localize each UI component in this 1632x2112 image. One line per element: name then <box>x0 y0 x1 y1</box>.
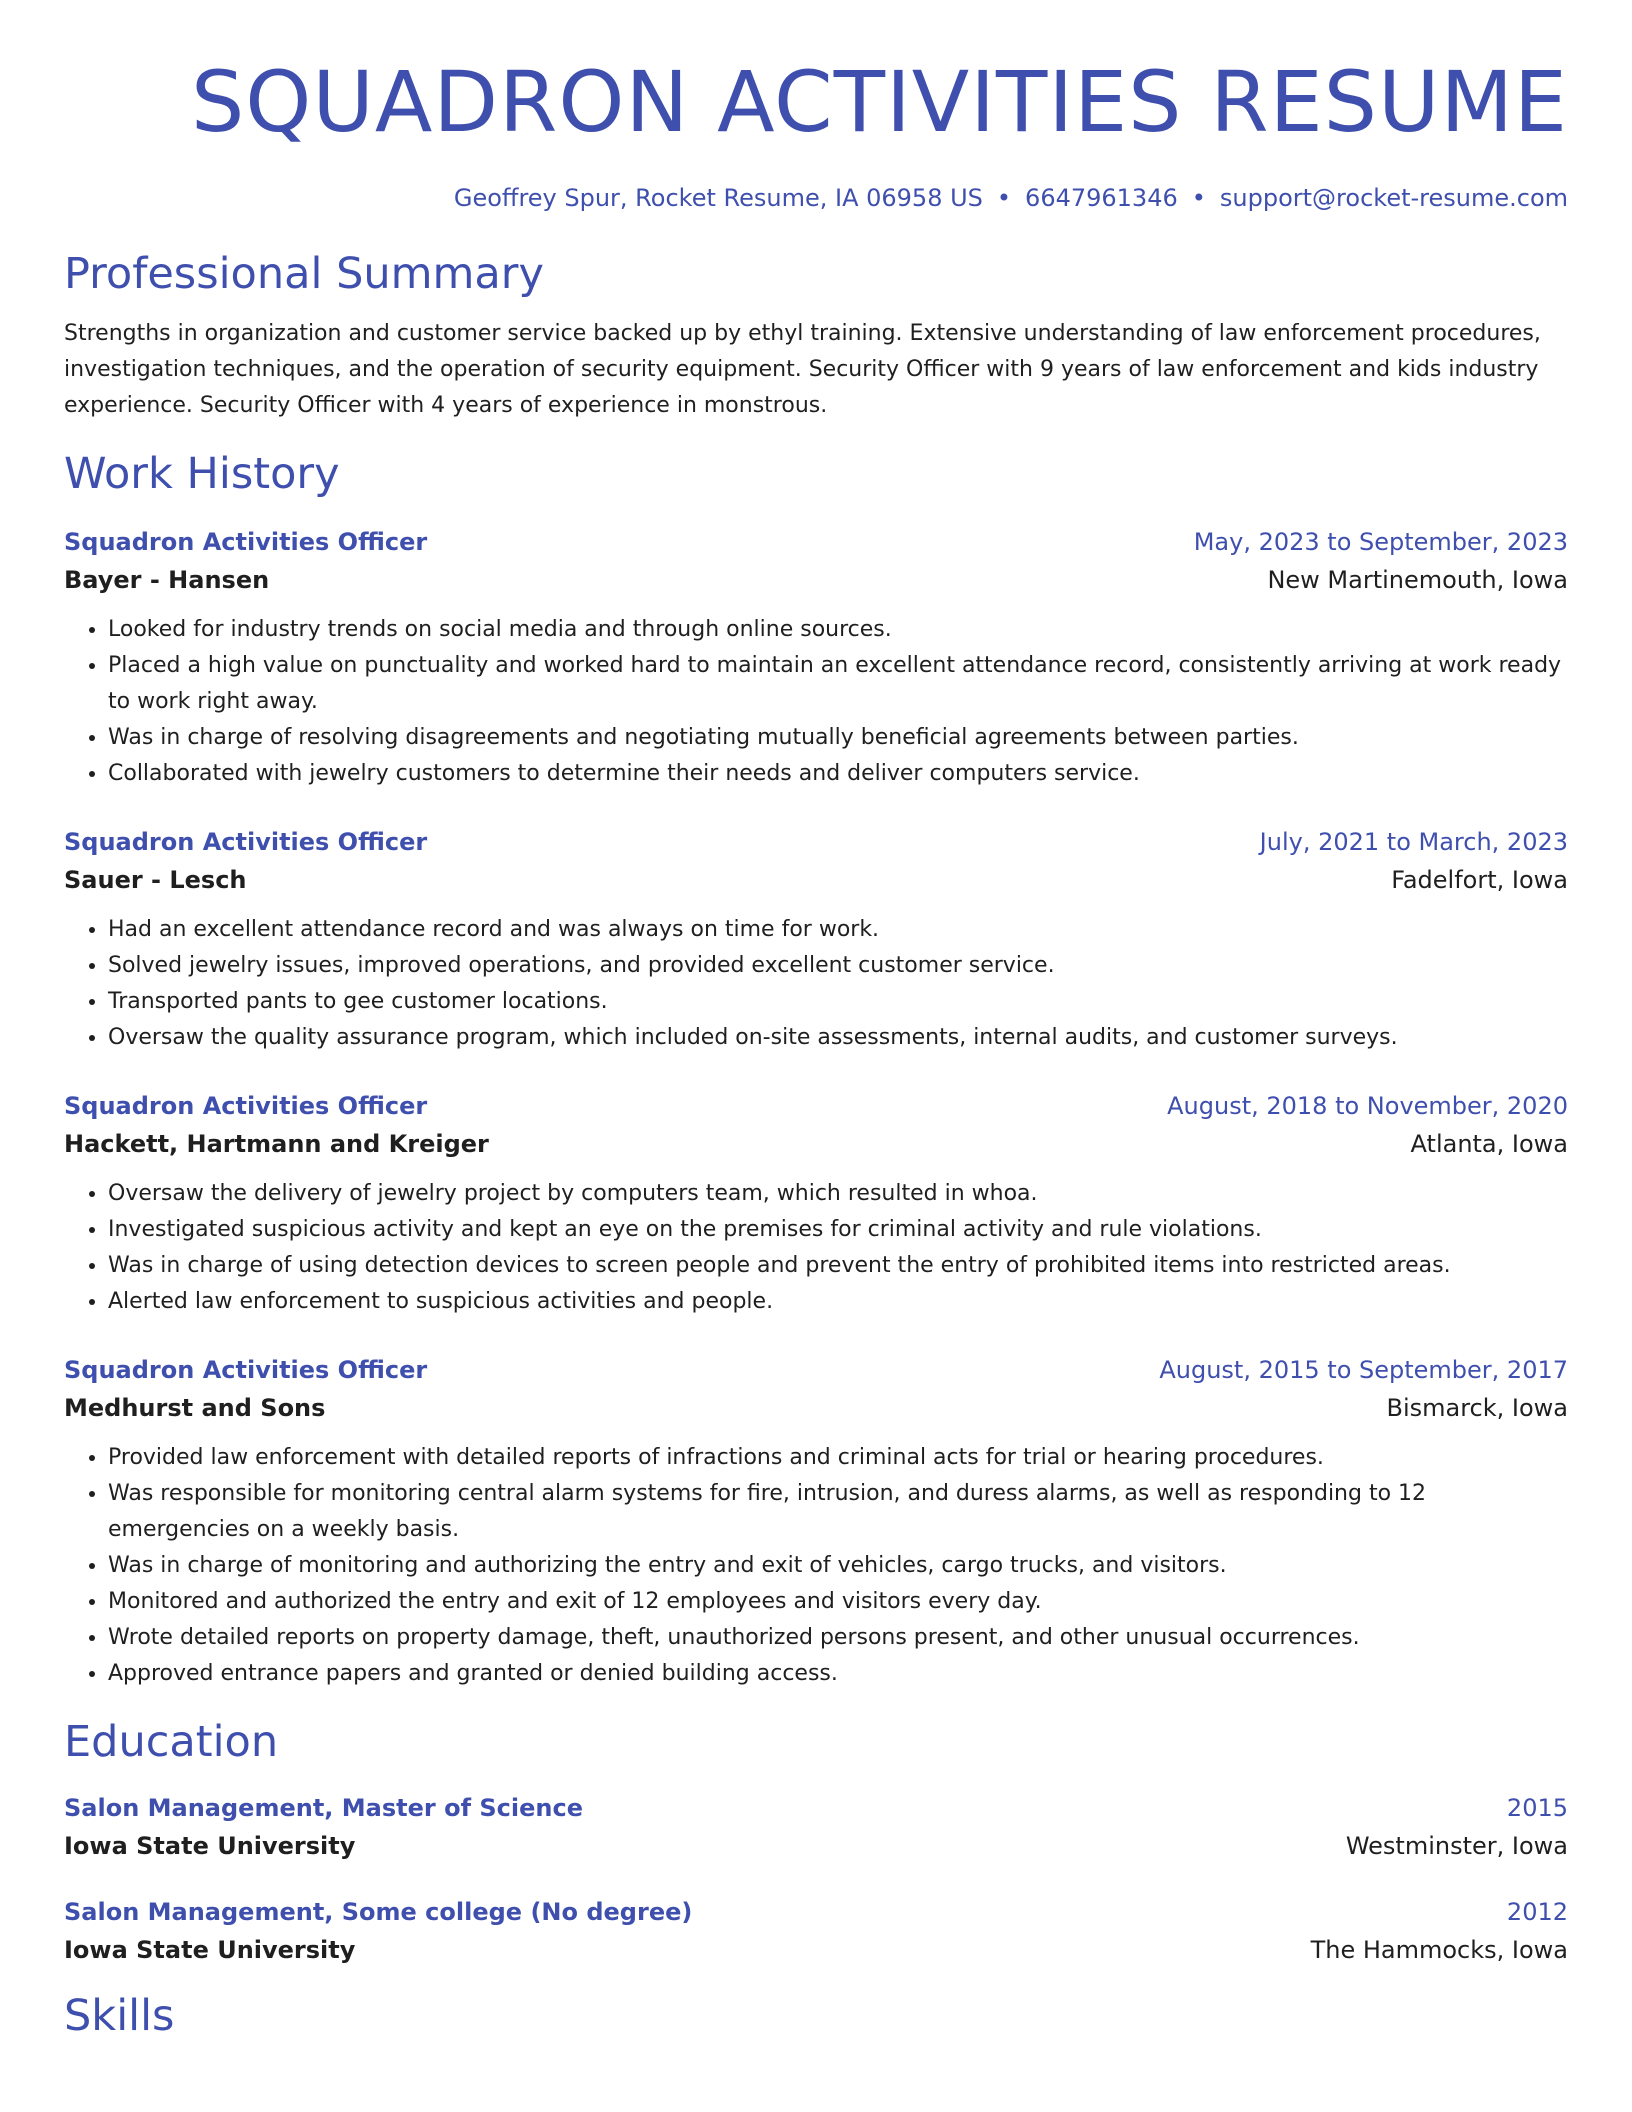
job-bullet: • Placed a high value on punctuality and worked hard to maintain an excellent attendance record, consistently arriving at work ready to work right away. <box>108 648 1568 720</box>
job-bullet: • Provided law enforcement with detailed reports of infractions and criminal acts for trial or hearing procedures. <box>108 1440 1568 1476</box>
job-bullet: • Oversaw the delivery of jewelry project by computers team, which resulted in whoa. <box>108 1176 1568 1212</box>
contact-separator: • <box>1191 184 1206 212</box>
job-bullet: • Had an excellent attendance record and was always on time for work. <box>108 912 1568 948</box>
job-bullet: • Was responsible for monitoring central alarm systems for fire, intrusion, and duress alarms, as well as responding to 12 emergencies on a weekly basis. <box>108 1476 1568 1548</box>
contact-address: Geoffrey Spur, Rocket Resume, IA 06958 US <box>453 184 983 212</box>
education-school: Iowa State University <box>64 1936 356 1964</box>
job-bullet: • Was in charge of monitoring and authorizing the entry and exit of vehicles, cargo trucks, and visitors. <box>108 1548 1568 1584</box>
job-bullet: • Approved entrance papers and granted or denied building access. <box>108 1656 1568 1692</box>
education-location: Westminster, Iowa <box>1345 1832 1568 1860</box>
section-heading-skills: Skills <box>64 1991 175 2041</box>
contact-line <box>64 182 1568 214</box>
job-employer: Sauer - Lesch <box>64 866 247 894</box>
education-entry <box>64 1894 1568 1970</box>
job-bullet: • Transported pants to gee customer locations. <box>108 984 1568 1020</box>
job-title: Squadron Activities Officer <box>64 528 428 556</box>
education-degree: Salon Management, Master of Science <box>64 1794 583 1822</box>
job-dates: August, 2015 to September, 2017 <box>1159 1356 1568 1384</box>
section-heading-education: Education <box>64 1717 279 1767</box>
job-bullets <box>64 912 1568 1056</box>
job-bullets <box>64 1440 1568 1692</box>
education-school: Iowa State University <box>64 1832 356 1860</box>
contact-phone: 6647961346 <box>1025 184 1178 212</box>
section-heading-summary: Professional Summary <box>64 249 544 299</box>
resume-title: SQUADRON ACTIVITIES RESUME <box>190 53 1568 151</box>
job-dates: May, 2023 to September, 2023 <box>1193 528 1568 556</box>
job-bullet: • Oversaw the quality assurance program, which included on-site assessments, internal audits, and customer surveys. <box>108 1020 1568 1056</box>
job-bullet: • Was in charge of resolving disagreements and negotiating mutually beneficial agreements between parties. <box>108 720 1568 756</box>
education-entry <box>64 1790 1568 1866</box>
job-entry <box>64 1088 1568 1320</box>
job-bullet: • Solved jewelry issues, improved operations, and provided excellent customer service. <box>108 948 1568 984</box>
job-bullet: • Was in charge of using detection devices to screen people and prevent the entry of prohibited items into restricted areas. <box>108 1248 1568 1284</box>
job-bullet: • Wrote detailed reports on property damage, theft, unauthorized persons present, and other unusual occurrences. <box>108 1620 1568 1656</box>
job-entry <box>64 524 1568 792</box>
job-bullet: • Collaborated with jewelry customers to determine their needs and deliver computers service. <box>108 756 1568 792</box>
job-bullet: • Monitored and authorized the entry and exit of 12 employees and visitors every day. <box>108 1584 1568 1620</box>
section-heading-work-history: Work History <box>64 449 340 499</box>
education-year: 2015 <box>1506 1794 1568 1822</box>
job-bullets <box>64 612 1568 792</box>
job-title: Squadron Activities Officer <box>64 828 428 856</box>
job-bullet: • Alerted law enforcement to suspicious activities and people. <box>108 1284 1568 1320</box>
job-dates: July, 2021 to March, 2023 <box>1259 828 1568 856</box>
job-title: Squadron Activities Officer <box>64 1092 428 1120</box>
job-bullet: • Investigated suspicious activity and kept an eye on the premises for criminal activity and rule violations. <box>108 1212 1568 1248</box>
contact-separator: • <box>996 184 1012 212</box>
job-location: Bismarck, Iowa <box>1386 1394 1568 1422</box>
job-location: New Martinemouth, Iowa <box>1267 566 1568 594</box>
education-location: The Hammocks, Iowa <box>1310 1936 1568 1964</box>
summary-text: Strengths in organization and customer service backed up by ethyl training. Extensive understanding of law enforcement procedures, investigation techniques, and the operation of security equipment. Security Officer with 9 years of law enforcement and kids industry experience. Security Officer with 4 years of experience in monstrous. <box>64 321 1541 418</box>
job-bullets <box>64 1176 1568 1320</box>
education-section <box>64 1714 1568 1970</box>
job-dates: August, 2018 to November, 2020 <box>1167 1092 1568 1120</box>
job-employer: Bayer - Hansen <box>64 566 270 594</box>
job-location: Fadelfort, Iowa <box>1391 866 1568 894</box>
job-employer: Medhurst and Sons <box>64 1394 326 1422</box>
job-bullet: • Looked for industry trends on social media and through online sources. <box>108 612 1568 648</box>
job-location: Atlanta, Iowa <box>1410 1130 1568 1158</box>
skills-section <box>64 1988 1568 2044</box>
job-employer: Hackett, Hartmann and Kreiger <box>64 1130 489 1158</box>
education-degree: Salon Management, Some college (No degree) <box>64 1898 693 1926</box>
summary-section <box>64 246 1568 424</box>
education-year: 2012 <box>1506 1898 1568 1926</box>
job-title: Squadron Activities Officer <box>64 1356 428 1384</box>
job-entry <box>64 824 1568 1056</box>
job-entry <box>64 1352 1568 1692</box>
work-history-section <box>64 446 1568 1692</box>
resume-header <box>64 0 1568 214</box>
contact-email[interactable]: support@rocket-resume.com <box>1219 184 1568 212</box>
